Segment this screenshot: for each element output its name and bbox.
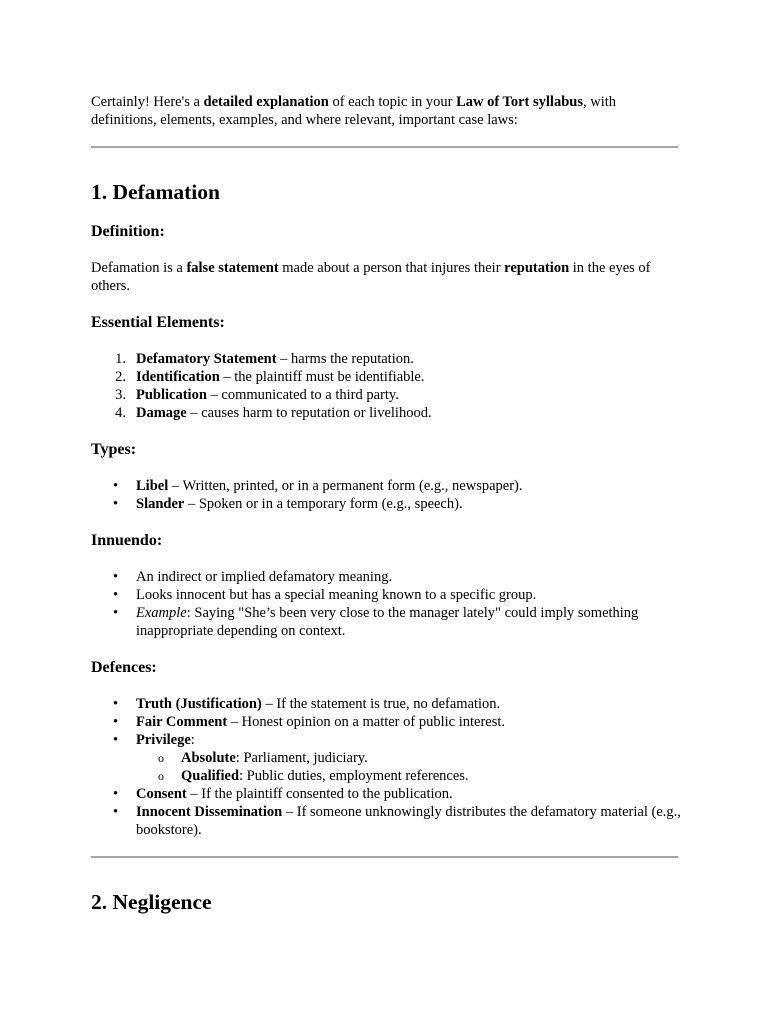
list-item-text: – Spoken or in a temporary form (e.g., speech). [184, 496, 463, 512]
list-item-term: Identification [136, 369, 220, 385]
list-item [91, 350, 681, 368]
list-item [91, 386, 681, 404]
definition-text: in the eyes of others. [91, 260, 651, 294]
list-item [91, 477, 681, 495]
sublist-item [91, 767, 681, 785]
list-item [91, 568, 681, 586]
list-item-term: Libel [136, 478, 169, 494]
list-item-text: – causes harm to reputation or livelihood. [186, 405, 432, 421]
list-item-term: Damage [136, 405, 187, 421]
list-item-text: – Honest opinion on a matter of public interest. [227, 714, 506, 730]
list-item-text: : Saying "She’s been very close to the manager lately" could imply something inappropriate depending on context. [136, 605, 639, 639]
definition-bold-text: reputation [504, 260, 570, 276]
definition-text: made about a person that injures their [278, 260, 505, 276]
types-list [91, 477, 681, 513]
bullet-icon: • [113, 696, 119, 712]
list-item [91, 368, 681, 386]
list-number: 2. [115, 369, 126, 385]
list-item-text: : Parliament, judiciary. [235, 750, 368, 766]
list-item [91, 785, 681, 803]
list-item-term: Truth (Justification) [136, 696, 262, 712]
list-item [91, 404, 681, 422]
list-item-text: – harms the reputation. [276, 351, 414, 367]
bullet-icon: • [113, 804, 119, 820]
heading-defences: Defences: [91, 659, 157, 676]
bullet-icon: • [113, 569, 119, 585]
elements-list [91, 350, 681, 422]
list-item [91, 604, 681, 640]
list-number: 4. [115, 405, 126, 421]
list-item-term: Publication [136, 387, 207, 403]
section-title-negligence: 2. Negligence [91, 890, 212, 914]
bullet-icon: • [113, 496, 119, 512]
defences-list [91, 695, 681, 749]
bullet-icon: • [113, 587, 119, 603]
list-item-term: Fair Comment [136, 714, 228, 730]
intro-paragraph [91, 93, 681, 129]
list-item-term: Consent [136, 786, 187, 802]
defences-list-continued [91, 785, 681, 839]
list-item-text: – If someone unknowingly distributes the defamatory material (e.g., bookstore). [136, 804, 681, 838]
list-item-text: – If the statement is true, no defamation. [261, 696, 501, 712]
list-item [91, 731, 681, 749]
intro-text: , with definitions, elements, examples, and where relevant, important case laws: [91, 94, 617, 128]
list-number: 1. [115, 351, 126, 367]
bullet-icon: • [113, 605, 119, 621]
list-item [91, 495, 681, 513]
list-item-term: Privilege [136, 732, 191, 748]
list-item-text: – the plaintiff must be identifiable. [219, 369, 425, 385]
heading-types: Types: [91, 441, 137, 458]
list-item-text: : Public duties, employment references. [239, 768, 469, 784]
intro-bold-text: Law of Tort syllabus [456, 94, 583, 110]
sub-bullet-icon: o [158, 751, 164, 765]
definition-bold-text: false statement [186, 260, 279, 276]
intro-text: of each topic in your [328, 94, 457, 110]
privilege-sublist [91, 749, 681, 785]
sublist-item [91, 749, 681, 767]
list-number: 3. [115, 387, 126, 403]
bullet-icon: • [113, 478, 119, 494]
heading-definition: Definition: [91, 223, 165, 240]
heading-innuendo: Innuendo: [91, 532, 163, 549]
list-item [91, 713, 681, 731]
list-item-italic-term: Example [136, 605, 187, 621]
list-item-text: An indirect or implied defamatory meaning. [136, 569, 393, 585]
intro-bold-text: detailed explanation [203, 94, 329, 110]
bullet-icon: • [113, 732, 119, 748]
list-item-text: : [190, 732, 195, 748]
list-item-text: – Written, printed, or in a permanent form (e.g., newspaper). [168, 478, 523, 494]
intro-text: Certainly! Here's a [91, 94, 204, 110]
list-item-text: Looks innocent but has a special meaning known to a specific group. [136, 587, 537, 603]
list-item [91, 586, 681, 604]
section-title-defamation: 1. Defamation [91, 180, 220, 204]
list-item-term: Innocent Dissemination [136, 804, 283, 820]
list-item-term: Absolute [181, 750, 236, 766]
list-item [91, 803, 681, 839]
list-item-text: – If the plaintiff consented to the publication. [186, 786, 453, 802]
list-item-term: Qualified [181, 768, 240, 784]
sub-bullet-icon: o [158, 769, 164, 783]
definition-text: Defamation is a [91, 260, 187, 276]
bullet-icon: • [113, 786, 119, 802]
bullet-icon: • [113, 714, 119, 730]
innuendo-list [91, 568, 681, 640]
list-item-text: – communicated to a third party. [206, 387, 399, 403]
heading-essential-elements: Essential Elements: [91, 314, 225, 331]
list-item-term: Defamatory Statement [136, 351, 277, 367]
list-item [91, 695, 681, 713]
definition-paragraph [91, 259, 681, 295]
document-body [91, 93, 681, 915]
list-item-term: Slander [136, 496, 185, 512]
